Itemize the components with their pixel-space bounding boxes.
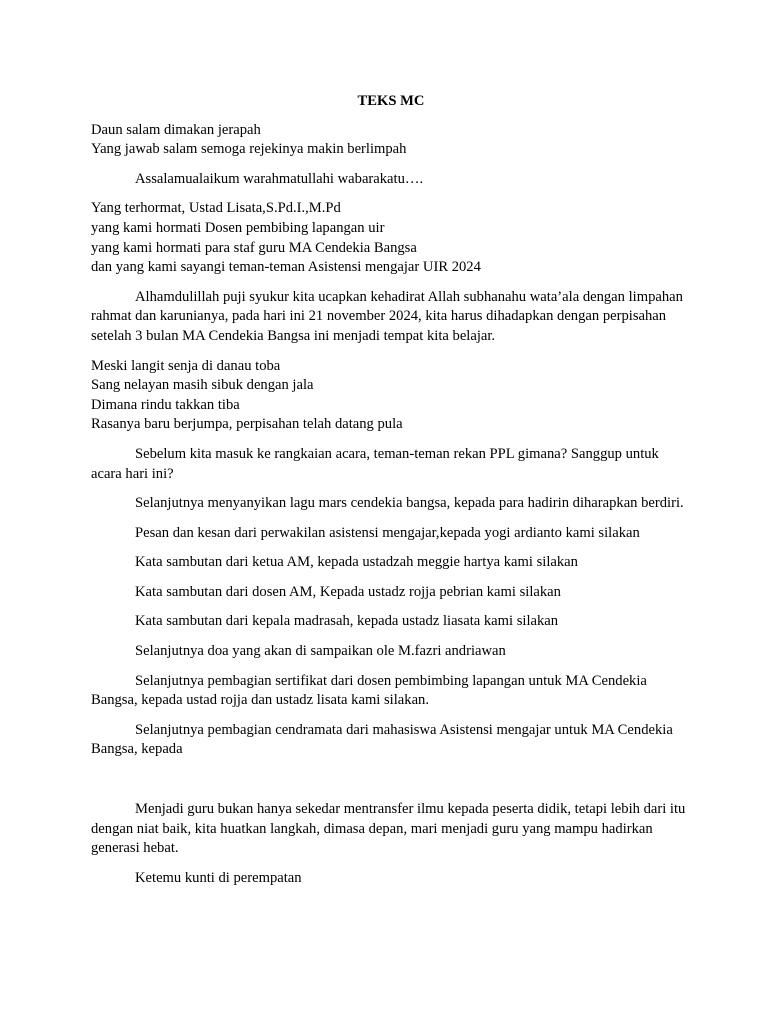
agenda-item: Selanjutnya menyanyikan lagu mars cendekia bangsa, kepada para hadirin diharapkan berdiri. [135, 495, 684, 512]
poem-line: Sang nelayan masih sibuk dengan jala [91, 377, 314, 394]
salutation-line: yang kami hormati Dosen pembibing lapangan uir [91, 219, 385, 236]
closing-paragraph: Menjadi guru bukan hanya sekedar mentransfer ilmu kepada peserta didik, tetapi lebih dari itu dengan niat baik, kita huatkan langkah, dimasa depan, mari menjadi guru yang mampu hadirkan generasi hebat. [91, 801, 686, 857]
agenda-item: Sebelum kita masuk ke rangkaian acara, teman-teman rekan PPL gimana? Sanggup untuk acara hari ini? [91, 445, 659, 482]
poem [91, 357, 691, 435]
closing-line: Ketemu kunti di perempatan [135, 869, 302, 886]
pantun-line: Daun salam dimakan jerapah [91, 121, 261, 138]
blank-space [91, 770, 691, 800]
document-title: TEKS MC [357, 93, 425, 109]
greeting: Assalamualaikum warahmatullahi wabarakatu…. [135, 170, 424, 187]
agenda-item: Selanjutnya pembagian cendramata dari mahasiswa Asistensi mengajar untuk MA Cendekia Bangsa, kepada [91, 721, 673, 758]
salutation-line: yang kami hormati para staf guru MA Cendekia Bangsa [91, 239, 417, 256]
agenda-item: Pesan dan kesan dari perwakilan asistensi mengajar,kepada yogi ardianto kami silakan [135, 524, 640, 541]
document-body [91, 92, 691, 898]
agenda-item: Kata sambutan dari ketua AM, kepada ustadzah meggie hartya kami silakan [135, 554, 578, 571]
poem-line: Meski langit senja di danau toba [91, 357, 281, 374]
agenda-item: Selanjutnya doa yang akan di sampaikan ole M.fazri andriawan [135, 643, 506, 660]
pantun-line: Yang jawab salam semoga rejekinya makin berlimpah [91, 141, 407, 158]
salutations [91, 199, 691, 277]
agenda-item: Kata sambutan dari kepala madrasah, kepada ustadz liasata kami silakan [135, 613, 559, 630]
poem-line: Rasanya baru berjumpa, perpisahan telah datang pula [91, 416, 403, 433]
agenda-item: Kata sambutan dari dosen AM, Kepada ustadz rojja pebrian kami silakan [135, 583, 561, 600]
salutation-line: Yang terhormat, Ustad Lisata,S.Pd.I.,M.Pd [91, 200, 341, 217]
opening-pantun [91, 121, 691, 160]
intro-paragraph: Alhamdulillah puji syukur kita ucapkan kehadirat Allah subhanahu wata’ala dengan limpahan rahmat dan karunianya, pada hari ini 21 november 2024, kita harus dihadapkan dengan perpisahan setelah 3 bulan MA Cendekia Bangsa ini menjadi tempat kita belajar. [91, 288, 683, 344]
agenda-item: Selanjutnya pembagian sertifikat dari dosen pembimbing lapangan untuk MA Cendekia Bangsa, kepada ustad rojja dan ustadz lisata kami silakan. [91, 672, 647, 709]
poem-line: Dimana rindu takkan tiba [91, 396, 240, 413]
salutation-line: dan yang kami sayangi teman-teman Asistensi mengajar UIR 2024 [91, 259, 481, 276]
